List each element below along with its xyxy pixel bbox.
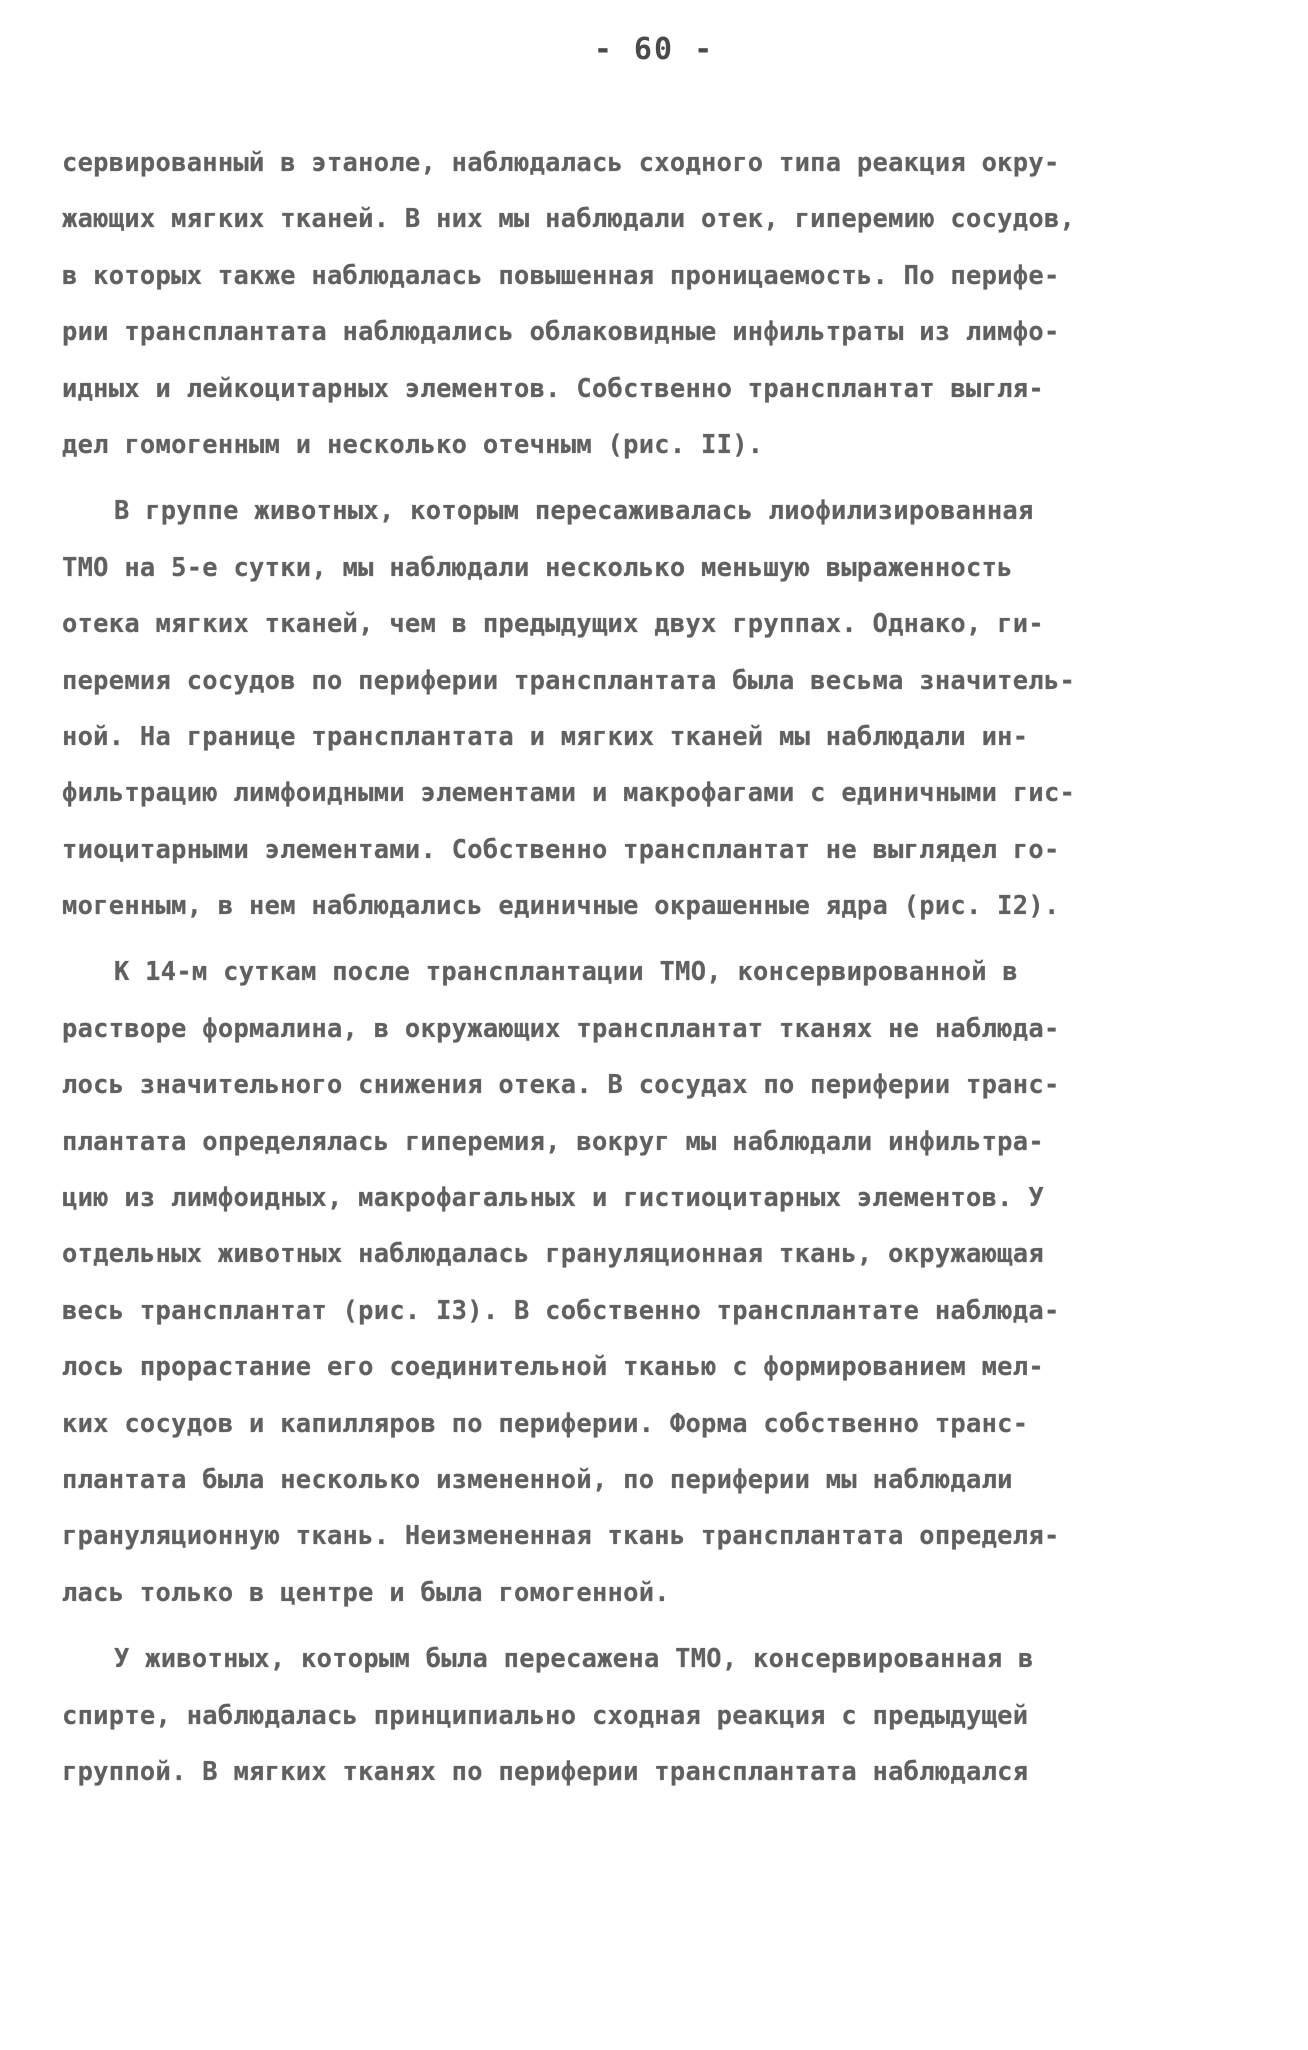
text-line: спирте, наблюдалась принципиально сходная реакция с предыдущей [62,1699,1029,1730]
text-line: жающих мягких тканей. В них мы наблюдали отек, гиперемию сосудов, [62,203,1076,234]
text-line: весь трансплантат (рис. I3). В собственно трансплантате наблюда- [62,1294,1060,1325]
text-line: в которых также наблюдалась повышенная проницаемость. По перифе- [62,259,1060,290]
page-number: - 60 - [593,32,715,67]
text-line: лось значительного снижения отека. В сосудах по периферии транс- [62,1069,1060,1100]
text-line: могенным, в нем наблюдались единичные окрашенные ядра (рис. I2). [62,890,1060,921]
text-line: ТМО на 5-е сутки, мы наблюдали несколько меньшую выраженность [62,551,1013,582]
text-line: ких сосудов и капилляров по периферии. Форма собственно транс- [62,1407,1029,1438]
text-line: плантата определялась гиперемия, вокруг мы наблюдали инфильтра- [62,1125,1044,1156]
text-line: лось прорастание его соединительной тканью с формированием мел- [62,1351,1044,1382]
text-line: рии трансплантата наблюдались облаковидные инфильтраты из лимфо- [62,316,1060,347]
paragraph [62,134,1262,472]
text-line: У животных, которым была пересажена ТМО, консервированная в [114,1643,1034,1674]
text-line: плантата была несколько измененной, по периферии мы наблюдали [62,1463,1013,1494]
text-line: тиоцитарными элементами. Собственно трансплантат не выглядел го- [62,833,1060,864]
body-text [62,134,1262,1799]
paragraph-gap [62,1620,1262,1630]
paragraph [62,482,1262,933]
paragraph [62,1630,1262,1799]
text-line: В группе животных, которым пересаживалась лиофилизированная [114,495,1034,526]
text-line: сервированный в этаноле, наблюдалась сходного типа реакция окру- [62,147,1060,177]
text-line: цию из лимфоидных, макрофагальных и гистиоцитарных элементов. У [62,1182,1044,1213]
text-line: грануляционную ткань. Неизмененная ткань трансплантата определя- [62,1520,1060,1551]
text-line: лась только в центре и была гомогенной. [62,1576,670,1607]
text-line: ной. На границе трансплантата и мягких тканей мы наблюдали ин- [62,720,1029,751]
paragraph-gap [62,933,1262,943]
paragraph [62,943,1262,1620]
text-line: перемия сосудов по периферии трансплантата была весьма значитель- [62,664,1076,695]
text-line: фильтрацию лимфоидными элементами и макрофагами с единичными гис- [62,777,1076,808]
text-line: отека мягких тканей, чем в предыдущих двух группах. Однако, ги- [62,608,1044,639]
text-line: группой. В мягких тканях по периферии трансплантата наблюдался [62,1755,1029,1786]
text-line: К 14-м суткам после трансплантации ТМО, консервированной в [114,956,1019,987]
text-line: дел гомогенным и несколько отечным (рис. II). [62,428,764,459]
text-line: растворе формалина, в окружающих трансплантат тканях не наблюда- [62,1012,1060,1043]
text-line: идных и лейкоцитарных элементов. Собственно трансплантат выгля- [62,372,1044,403]
paragraph-gap [62,472,1262,482]
text-line: отдельных животных наблюдалась грануляционная ткань, окружающая [62,1238,1044,1269]
